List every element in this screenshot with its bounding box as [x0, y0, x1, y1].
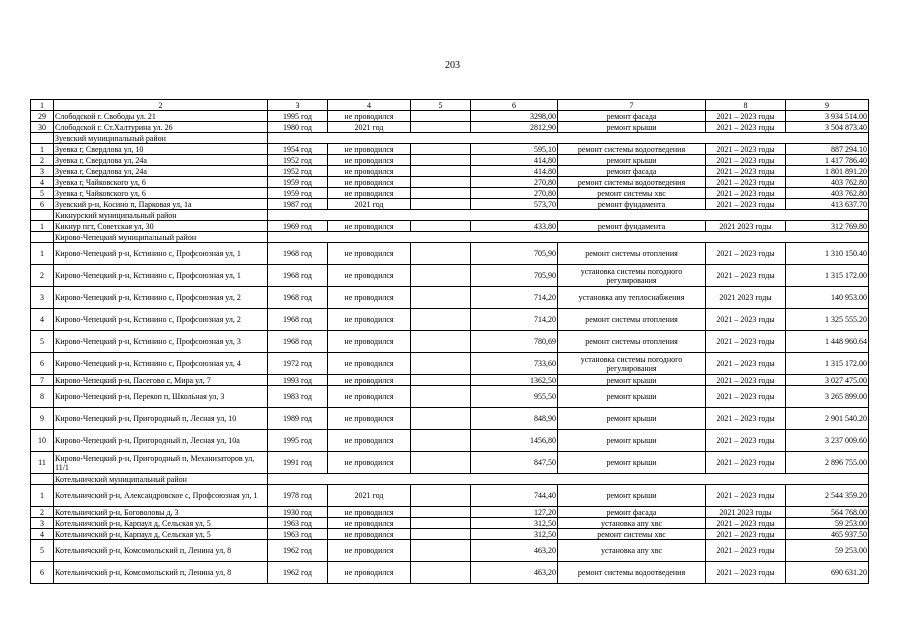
column-5-cell — [411, 485, 471, 507]
table-row — [31, 188, 869, 199]
year-built-cell: 1983 год — [268, 386, 328, 408]
area-cell: 744,40 — [471, 485, 558, 507]
address-cell: Зуевский р-н, Косино п, Парковая ул, 1а — [54, 199, 268, 210]
row-number-cell: 1 — [31, 243, 54, 265]
table-row — [31, 485, 869, 507]
table-row — [31, 309, 869, 331]
cost-cell: 465 937.50 — [786, 529, 869, 540]
table-row — [31, 375, 869, 386]
section-row — [31, 210, 869, 221]
last-repair-cell: не проводился — [328, 408, 411, 430]
cost-cell: 3 237 009.60 — [786, 430, 869, 452]
area-cell: 705,90 — [471, 265, 558, 287]
area-cell: 312,50 — [471, 518, 558, 529]
address-cell: Котельничский р-н, Боговоловы д, 3 — [54, 507, 268, 518]
area-cell: 573,70 — [471, 199, 558, 210]
year-built-cell: 1993 год — [268, 375, 328, 386]
period-cell: 2021 – 2023 годы — [706, 243, 786, 265]
section-title: Кикнурский муниципальный район — [54, 210, 268, 221]
section-row — [31, 133, 869, 144]
work-type-cell: ремонт системы отопления — [558, 309, 706, 331]
section-title: Кирово-Чепецкий муниципальный район — [54, 232, 268, 243]
table-row — [31, 144, 869, 155]
page-number: 203 — [445, 60, 460, 71]
row-number-cell: 4 — [31, 529, 54, 540]
column-header: 9 — [786, 100, 869, 111]
section-empty-cell — [268, 133, 869, 144]
row-number-cell: 4 — [31, 309, 54, 331]
section-title: Зуевский муниципальный район — [54, 133, 268, 144]
last-repair-cell: 2021 год — [328, 122, 411, 133]
address-cell: Кикнур пгт, Советская ул, 30 — [54, 221, 268, 232]
year-built-cell: 1952 год — [268, 155, 328, 166]
address-cell: Котельничский р-н, Александровское с, Профсоюзная ул, 1 — [54, 485, 268, 507]
address-cell: Зуевка г, Чайковского ул, 6 — [54, 177, 268, 188]
row-number-cell: 6 — [31, 199, 54, 210]
address-cell: Зуевка г, Свердлова ул, 24а — [54, 155, 268, 166]
row-number-cell: 30 — [31, 122, 54, 133]
table-row — [31, 386, 869, 408]
year-built-cell: 1995 год — [268, 430, 328, 452]
section-row — [31, 474, 869, 485]
section-number-cell — [31, 474, 54, 485]
work-type-cell: ремонт фасада — [558, 507, 706, 518]
address-cell: Слободской г. Свободы ул. 21 — [54, 111, 268, 122]
last-repair-cell: не проводился — [328, 507, 411, 518]
column-header: 5 — [411, 100, 471, 111]
period-cell: 2021 – 2023 годы — [706, 144, 786, 155]
cost-cell: 1 315 172.00 — [786, 265, 869, 287]
address-cell: Кирово-Чепецкий р-н, Пригородный п, Лесная ул, 10а — [54, 430, 268, 452]
last-repair-cell: не проводился — [328, 518, 411, 529]
year-built-cell: 1989 год — [268, 408, 328, 430]
period-cell: 2021 – 2023 годы — [706, 353, 786, 375]
work-type-cell: установка апу хвс — [558, 540, 706, 562]
last-repair-cell: не проводился — [328, 221, 411, 232]
area-cell: 714,20 — [471, 287, 558, 309]
address-cell: Кирово-Чепецкий р-н, Кстинино с, Профсоюзная ул, 1 — [54, 265, 268, 287]
column-5-cell — [411, 309, 471, 331]
period-cell: 2021 – 2023 годы — [706, 111, 786, 122]
table-row — [31, 562, 869, 584]
table-row — [31, 177, 869, 188]
row-number-cell: 1 — [31, 144, 54, 155]
address-cell: Кирово-Чепецкий р-н, Кстинино с, Профсоюзная ул, 4 — [54, 353, 268, 375]
period-cell: 2021 – 2023 годы — [706, 309, 786, 331]
last-repair-cell: не проводился — [328, 353, 411, 375]
column-5-cell — [411, 199, 471, 210]
section-empty-cell — [268, 232, 869, 243]
column-5-cell — [411, 122, 471, 133]
year-built-cell: 1962 год — [268, 540, 328, 562]
table-row — [31, 243, 869, 265]
last-repair-cell: не проводился — [328, 529, 411, 540]
work-type-cell: ремонт системы отопления — [558, 331, 706, 353]
section-empty-cell — [268, 474, 869, 485]
column-header: 6 — [471, 100, 558, 111]
last-repair-cell: не проводился — [328, 375, 411, 386]
year-built-cell: 1995 год — [268, 111, 328, 122]
work-type-cell: ремонт системы отопления — [558, 243, 706, 265]
cost-cell: 690 631.20 — [786, 562, 869, 584]
year-built-cell: 1968 год — [268, 243, 328, 265]
work-type-cell: установка системы погодного регулирования — [558, 265, 706, 287]
section-row — [31, 232, 869, 243]
column-5-cell — [411, 331, 471, 353]
row-number-cell: 2 — [31, 265, 54, 287]
work-type-cell: ремонт крыши — [558, 408, 706, 430]
column-header: 4 — [328, 100, 411, 111]
row-number-cell: 3 — [31, 166, 54, 177]
row-number-cell: 5 — [31, 540, 54, 562]
area-cell: 780,69 — [471, 331, 558, 353]
last-repair-cell: не проводился — [328, 430, 411, 452]
row-number-cell: 9 — [31, 408, 54, 430]
table-row — [31, 408, 869, 430]
last-repair-cell: не проводился — [328, 331, 411, 353]
period-cell: 2021 – 2023 годы — [706, 430, 786, 452]
area-cell: 1362,50 — [471, 375, 558, 386]
work-type-cell: ремонт системы водоотведения — [558, 144, 706, 155]
row-number-cell: 3 — [31, 287, 54, 309]
last-repair-cell: не проводился — [328, 243, 411, 265]
cost-cell: 1 325 555.20 — [786, 309, 869, 331]
address-cell: Котельничский р-н, Карпаул д, Сельская ул, 5 — [54, 529, 268, 540]
last-repair-cell: не проводился — [328, 188, 411, 199]
work-type-cell: ремонт крыши — [558, 452, 706, 474]
column-header: 1 — [31, 100, 54, 111]
last-repair-cell: не проводился — [328, 562, 411, 584]
last-repair-cell: не проводился — [328, 166, 411, 177]
area-cell: 270,80 — [471, 188, 558, 199]
period-cell: 2021 – 2023 годы — [706, 408, 786, 430]
work-type-cell: установка апу теплоснабжения — [558, 287, 706, 309]
row-number-cell: 7 — [31, 375, 54, 386]
table-row — [31, 265, 869, 287]
table-row — [31, 155, 869, 166]
table-row — [31, 353, 869, 375]
last-repair-cell: не проводился — [328, 155, 411, 166]
period-cell: 2021 – 2023 годы — [706, 331, 786, 353]
period-cell: 2021 – 2023 годы — [706, 485, 786, 507]
area-cell: 955,50 — [471, 386, 558, 408]
work-type-cell: ремонт крыши — [558, 122, 706, 133]
last-repair-cell: 2021 год — [328, 199, 411, 210]
area-cell: 3298,00 — [471, 111, 558, 122]
year-built-cell: 1980 год — [268, 122, 328, 133]
period-cell: 2021 – 2023 годы — [706, 452, 786, 474]
cost-cell: 1 448 960.64 — [786, 331, 869, 353]
table-row — [31, 122, 869, 133]
last-repair-cell: не проводился — [328, 386, 411, 408]
work-type-cell: ремонт крыши — [558, 155, 706, 166]
work-type-cell: ремонт системы водоотведения — [558, 177, 706, 188]
year-built-cell: 1963 год — [268, 518, 328, 529]
table-row — [31, 430, 869, 452]
column-header: 7 — [558, 100, 706, 111]
area-cell: 705,90 — [471, 243, 558, 265]
cost-cell: 1 310 150.40 — [786, 243, 869, 265]
column-5-cell — [411, 111, 471, 122]
last-repair-cell: не проводился — [328, 265, 411, 287]
row-number-cell: 1 — [31, 485, 54, 507]
work-type-cell: ремонт крыши — [558, 375, 706, 386]
section-number-cell — [31, 232, 54, 243]
year-built-cell: 1968 год — [268, 309, 328, 331]
period-cell: 2021 – 2023 годы — [706, 518, 786, 529]
table-row — [31, 166, 869, 177]
cost-cell: 2 901 540.20 — [786, 408, 869, 430]
address-cell: Слободской г. Ст.Халтурина ул. 26 — [54, 122, 268, 133]
period-cell: 2021 – 2023 годы — [706, 155, 786, 166]
column-5-cell — [411, 518, 471, 529]
year-built-cell: 1959 год — [268, 188, 328, 199]
period-cell: 2021 – 2023 годы — [706, 199, 786, 210]
period-cell: 2021 – 2023 годы — [706, 122, 786, 133]
table-row — [31, 507, 869, 518]
table-row — [31, 287, 869, 309]
address-cell: Зуевка г, Свердлова ул, 10 — [54, 144, 268, 155]
column-5-cell — [411, 221, 471, 232]
row-number-cell: 2 — [31, 155, 54, 166]
row-number-cell: 11 — [31, 452, 54, 474]
address-cell: Кирово-Чепецкий р-н, Кстинино с, Профсоюзная ул, 3 — [54, 331, 268, 353]
table-row — [31, 331, 869, 353]
cost-cell: 2 896 755.00 — [786, 452, 869, 474]
cost-cell: 1 801 891.20 — [786, 166, 869, 177]
cost-cell: 3 504 873.40 — [786, 122, 869, 133]
period-cell: 2021 – 2023 годы — [706, 188, 786, 199]
period-cell: 2021 2023 годы — [706, 287, 786, 309]
cost-cell: 3 265 899.00 — [786, 386, 869, 408]
table-row — [31, 518, 869, 529]
area-cell: 733,60 — [471, 353, 558, 375]
period-cell: 2021 2023 годы — [706, 221, 786, 232]
period-cell: 2021 – 2023 годы — [706, 375, 786, 386]
work-type-cell: ремонт фундамента — [558, 221, 706, 232]
area-cell: 127,20 — [471, 507, 558, 518]
column-5-cell — [411, 452, 471, 474]
column-5-cell — [411, 353, 471, 375]
table-row — [31, 452, 869, 474]
work-type-cell: ремонт системы хвс — [558, 188, 706, 199]
area-cell: 595,10 — [471, 144, 558, 155]
column-5-cell — [411, 540, 471, 562]
column-header: 8 — [706, 100, 786, 111]
year-built-cell: 1968 год — [268, 265, 328, 287]
last-repair-cell: не проводился — [328, 111, 411, 122]
work-type-cell: ремонт системы хвс — [558, 529, 706, 540]
last-repair-cell: не проводился — [328, 452, 411, 474]
row-number-cell: 4 — [31, 177, 54, 188]
last-repair-cell: не проводился — [328, 144, 411, 155]
cost-cell: 564 768.00 — [786, 507, 869, 518]
year-built-cell: 1963 год — [268, 529, 328, 540]
year-built-cell: 1969 год — [268, 221, 328, 232]
cost-cell: 312 769.80 — [786, 221, 869, 232]
column-5-cell — [411, 507, 471, 518]
cost-cell: 887 294.10 — [786, 144, 869, 155]
section-number-cell — [31, 210, 54, 221]
area-cell: 848,90 — [471, 408, 558, 430]
last-repair-cell: не проводился — [328, 177, 411, 188]
cost-cell: 3 027 475.00 — [786, 375, 869, 386]
header-row — [31, 100, 869, 111]
work-type-cell: ремонт крыши — [558, 485, 706, 507]
last-repair-cell: не проводился — [328, 287, 411, 309]
area-cell: 463,20 — [471, 540, 558, 562]
address-cell: Котельничский р-н, Комсомольский п, Ленина ул, 8 — [54, 540, 268, 562]
year-built-cell: 1968 год — [268, 287, 328, 309]
row-number-cell: 6 — [31, 562, 54, 584]
address-cell: Зуевка г, Свердлова ул, 24а — [54, 166, 268, 177]
column-5-cell — [411, 243, 471, 265]
work-type-cell: установка системы погодного регулирования — [558, 353, 706, 375]
address-cell: Кирово-Чепецкий р-н, Перекоп п, Школьная ул, 3 — [54, 386, 268, 408]
column-5-cell — [411, 375, 471, 386]
work-type-cell: ремонт крыши — [558, 430, 706, 452]
cost-cell: 403 762.80 — [786, 177, 869, 188]
column-5-cell — [411, 430, 471, 452]
section-number-cell — [31, 133, 54, 144]
column-header: 2 — [54, 100, 268, 111]
row-number-cell: 8 — [31, 386, 54, 408]
column-5-cell — [411, 562, 471, 584]
row-number-cell: 3 — [31, 518, 54, 529]
cost-cell: 59 253.00 — [786, 540, 869, 562]
address-cell: Кирово-Чепецкий р-н, Кстинино с, Профсоюзная ул, 1 — [54, 243, 268, 265]
year-built-cell: 1972 год — [268, 353, 328, 375]
row-number-cell: 10 — [31, 430, 54, 452]
column-header: 3 — [268, 100, 328, 111]
column-5-cell — [411, 529, 471, 540]
area-cell: 414,80 — [471, 155, 558, 166]
work-type-cell: ремонт фундамента — [558, 199, 706, 210]
section-title: Котельничский муниципальный район — [54, 474, 268, 485]
address-cell: Кирово-Чепецкий р-н, Пригородный п, Механизаторов ул, 11/1 — [54, 452, 268, 474]
section-empty-cell — [268, 210, 869, 221]
address-cell: Зуевка г, Чайковского ул, 6 — [54, 188, 268, 199]
registry-table — [30, 99, 869, 584]
row-number-cell: 2 — [31, 507, 54, 518]
area-cell: 463,20 — [471, 562, 558, 584]
work-type-cell: ремонт системы водоотведения — [558, 562, 706, 584]
work-type-cell: установка апу хвс — [558, 518, 706, 529]
column-5-cell — [411, 408, 471, 430]
cost-cell: 403 762.80 — [786, 188, 869, 199]
row-number-cell: 1 — [31, 221, 54, 232]
period-cell: 2021 – 2023 годы — [706, 562, 786, 584]
row-number-cell: 6 — [31, 353, 54, 375]
address-cell: Котельничский р-н, Карпаул д, Сельская ул, 5 — [54, 518, 268, 529]
last-repair-cell: не проводился — [328, 540, 411, 562]
address-cell: Кирово-Чепецкий р-н, Пригородный п, Лесная ул, 10 — [54, 408, 268, 430]
table-row — [31, 221, 869, 232]
year-built-cell: 1952 год — [268, 166, 328, 177]
period-cell: 2021 2023 годы — [706, 507, 786, 518]
period-cell: 2021 – 2023 годы — [706, 529, 786, 540]
column-5-cell — [411, 265, 471, 287]
work-type-cell: ремонт крыши — [558, 386, 706, 408]
cost-cell: 59 253.00 — [786, 518, 869, 529]
column-5-cell — [411, 155, 471, 166]
period-cell: 2021 – 2023 годы — [706, 166, 786, 177]
period-cell: 2021 – 2023 годы — [706, 540, 786, 562]
area-cell: 433.80 — [471, 221, 558, 232]
area-cell: 414.80 — [471, 166, 558, 177]
cost-cell: 3 934 514.00 — [786, 111, 869, 122]
last-repair-cell: не проводился — [328, 309, 411, 331]
column-5-cell — [411, 144, 471, 155]
year-built-cell: 1930 год — [268, 507, 328, 518]
column-5-cell — [411, 166, 471, 177]
column-5-cell — [411, 287, 471, 309]
work-type-cell: ремонт фасада — [558, 166, 706, 177]
address-cell: Котельничский р-н, Комсомольский п, Ленина ул, 8 — [54, 562, 268, 584]
year-built-cell: 1978 год — [268, 485, 328, 507]
work-type-cell: ремонт фасада — [558, 111, 706, 122]
period-cell: 2021 – 2023 годы — [706, 177, 786, 188]
table-row — [31, 111, 869, 122]
table-row — [31, 199, 869, 210]
area-cell: 270,80 — [471, 177, 558, 188]
period-cell: 2021 – 2023 годы — [706, 265, 786, 287]
year-built-cell: 1968 год — [268, 331, 328, 353]
year-built-cell: 1954 год — [268, 144, 328, 155]
period-cell: 2021 – 2023 годы — [706, 386, 786, 408]
cost-cell: 413 637.70 — [786, 199, 869, 210]
year-built-cell: 1991 год — [268, 452, 328, 474]
column-5-cell — [411, 386, 471, 408]
cost-cell: 2 544 359.20 — [786, 485, 869, 507]
row-number-cell: 5 — [31, 331, 54, 353]
row-number-cell: 5 — [31, 188, 54, 199]
cost-cell: 1 417 786.40 — [786, 155, 869, 166]
year-built-cell: 1962 год — [268, 562, 328, 584]
address-cell: Кирово-Чепецкий р-н, Кстинино с, Профсоюзная ул, 2 — [54, 309, 268, 331]
area-cell: 847,50 — [471, 452, 558, 474]
area-cell: 714,20 — [471, 309, 558, 331]
column-5-cell — [411, 177, 471, 188]
address-cell: Кирово-Чепецкий р-н, Кстинино с, Профсоюзная ул, 2 — [54, 287, 268, 309]
column-5-cell — [411, 188, 471, 199]
table-row — [31, 529, 869, 540]
table-row — [31, 540, 869, 562]
address-cell: Кирово-Чепецкий р-н, Пасегово с, Мира ул, 7 — [54, 375, 268, 386]
area-cell: 312,50 — [471, 529, 558, 540]
area-cell: 2812,90 — [471, 122, 558, 133]
year-built-cell: 1959 год — [268, 177, 328, 188]
cost-cell: 1 315 172.00 — [786, 353, 869, 375]
last-repair-cell: 2021 год — [328, 485, 411, 507]
row-number-cell: 29 — [31, 111, 54, 122]
year-built-cell: 1987 год — [268, 199, 328, 210]
cost-cell: 140 953.00 — [786, 287, 869, 309]
area-cell: 1456,80 — [471, 430, 558, 452]
